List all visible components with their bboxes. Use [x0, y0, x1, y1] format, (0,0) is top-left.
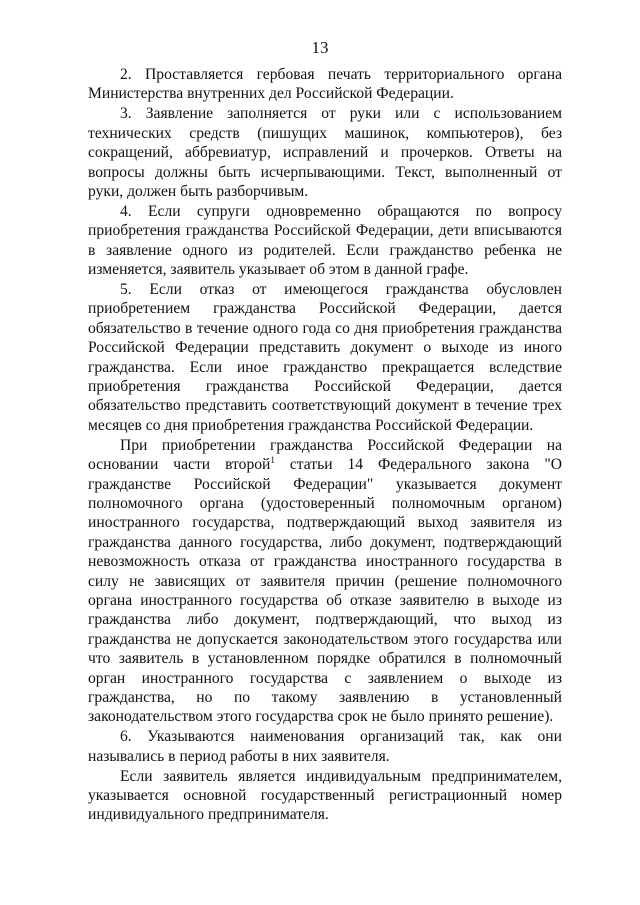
paragraph-item-2: 2. Проставляется гербовая печать территориального органа Министерства внутренних дел Российской Федерации.: [88, 66, 562, 103]
paragraph-entrepreneur-note: Если заявитель является индивидуальным предпринимателем, указывается основной государственный регистрационный номер индивидуального предпринимателя.: [88, 767, 562, 824]
paragraph-item-4: 4. Если супруги одновременно обращаются по вопросу приобретения гражданства Российской Федерации, дети вписываются в заявление одного из родителей. Если гражданство ребенка не изменяется, заявитель указывает об этом в данной графе.: [88, 202, 562, 279]
footnote-marker: 1: [270, 455, 275, 466]
page-number: 13: [311, 38, 329, 57]
paragraph-item-3: 3. Заявление заполняется от руки или с использованием технических средств (пишущих машинок, компьютеров), без сокращений, аббревиатур, исправлений и прочерков. Ответы на вопросы должны быть исчерпывающими. Текст, выполненный от руки, должен быть разборчивым.: [88, 105, 562, 200]
paragraph-item-6: 6. Указываются наименования организаций так, как они назывались в период работы в них заявителя.: [88, 728, 562, 765]
document-body: [88, 65, 562, 825]
paragraph-text-after-footnote: статьи 14 Федерального закона "О гражданстве Российской Федерации" указывается документ полномочного органа (удостоверенный полномочным органом) иностранного государства, подтверждающий выход заявителя из гражданства данного государства, либо документ, подтверждающий невозможность отказа от гражданства иностранного государства в силу не зависящих от заявителя причин (решение полномочного органа иностранного государства об отказе заявителю в выходе из гражданства либо документ, подтверждающий, что выход из гражданства не допускается законодательством этого государства или что заявитель в установленном порядке обратился в полномочный орган иностранного государства с заявлением о выходе из гражданства, но по такому заявлению в установленный законодательством этого государства срок не было принято решение).: [88, 456, 562, 726]
paragraph-text-before-footnote: При приобретении гражданства Российской Федерации на основании части второй: [88, 436, 562, 474]
paragraph-citizenship-documents: [88, 436, 562, 727]
paragraph-item-5: 5. Если отказ от имеющегося гражданства обусловлен приобретением гражданства Российской Федерации, дается обязательство в течение одного года со дня приобретения гражданства Российской Федерации представить документ о выходе из иного гражданства. Если иное гражданство прекращается вследствие приобретения гражданства Российской Федерации, дается обязательство представить соответствующий документ в течение трех месяцев со дня приобретения гражданства Российской Федерации.: [88, 280, 562, 434]
